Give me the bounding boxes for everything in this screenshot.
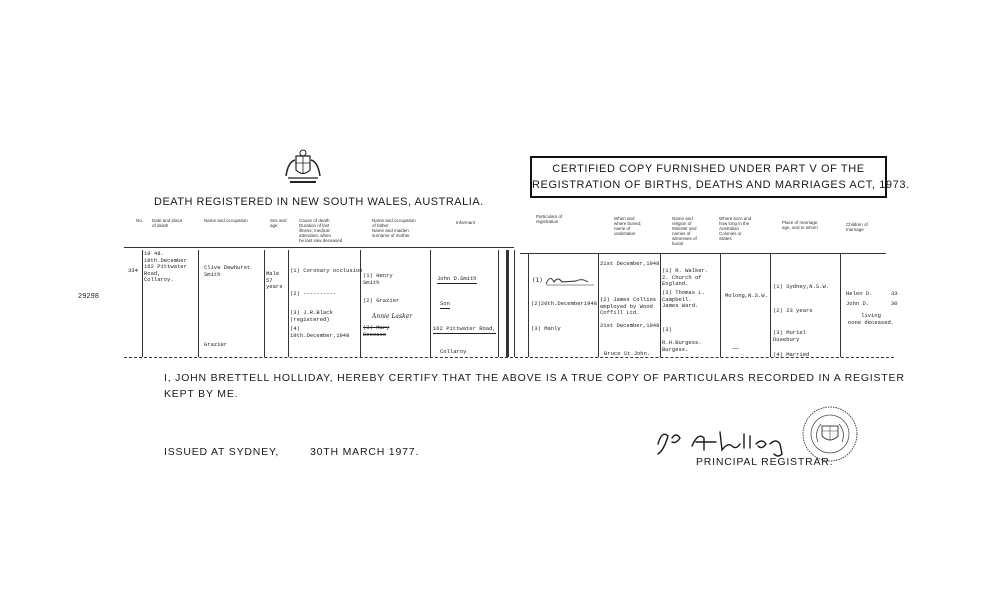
col-rule [770,254,771,357]
entry-cause-4: (4) 19th.December,1948 [290,325,350,339]
entry-registration-date: (2)20th.December1948 [531,300,598,307]
col-header-minister: Name and religion of Minister and names of witnesses of burial [672,216,697,246]
table-top-rule-left [124,247,514,248]
col-rule [264,250,265,357]
entry-child-1: Helen D. [846,290,873,297]
entry-child-2-age: 30 [891,300,898,307]
entry-no: 334 [128,267,138,274]
registrar-handwritten-signature-icon [652,424,802,460]
coat-of-arms-icon [282,148,324,184]
issued-at: ISSUED AT SYDNEY, [164,446,280,458]
col-header-father-mother: Name and occupation of father Name and maiden surname of mother [372,218,416,238]
document-title: DEATH REGISTERED IN NEW SOUTH WALES, AUSTRALIA. [154,196,484,208]
col-rule [142,250,143,357]
col-header-date-place: Date and place of death [152,218,183,228]
col-rule [198,250,199,357]
issued-date: 30TH MARCH 1977. [310,446,420,458]
entry-informant-relation: Son [440,300,450,307]
col-header-particulars: Particulars of registration [536,214,563,224]
entry-occupation: Grazier [204,341,228,348]
col-rule [430,250,431,357]
registrar-title: PRINCIPAL REGISTRAR. [696,456,834,468]
entry-witnesses: (3) Thomas L. Campbell. James Ward. [662,289,705,309]
registrar-seal-icon [800,404,860,464]
entry-mother-name: (3) Mary Decease [363,324,390,338]
fold-rule [514,250,515,357]
col-header-no: No. [136,218,144,223]
entry-child-2: John D. [846,300,870,307]
margin-number: 29298 [78,293,100,301]
registrar-signature-icon [532,272,596,288]
certified-copy-line-1: CERTIFIED COPY FURNISHED UNDER PART V OF THE [552,163,865,175]
certified-copy-box [530,156,910,198]
entry-burial-date: 21st December,1948 [600,260,660,267]
entry-informant-name: John D.Smith [437,275,477,282]
entry-burial-place: Bruce St.John. [604,350,651,357]
entry-father-name: (1) Henry Smith [363,272,393,286]
entry-cause-3: (3) J.R.Black (registered) [290,309,333,323]
entry-spouse: (3) Muriel Dusebury [773,329,807,343]
col-header-born: Where born and how long in the Australian Colonies or States [719,216,752,241]
certification-line-2: KEPT BY ME. [164,388,239,400]
entry-undertaker: (2) James Collins employed by Wood Coffill Ltd. [600,296,657,316]
entry-registration-place: (3) Manly [531,325,561,332]
col-rule [720,254,721,357]
entry-burial-date-2: 21st December,1948 [600,322,660,329]
entry-name: Clive Dewhurst Smith [204,264,251,278]
entry-father-occupation: (2) Grazier [363,297,400,304]
col-header-cause: Cause of death Duration of last illness; medical attendant, when he last saw deceased [299,218,343,243]
certification-line-1: I, JOHN BRETTELL HOLLIDAY, HEREBY CERTIFY THAT THE ABOVE IS A TRUE COPY OF PARTICULARS RECORDED IN A REGISTER [164,372,905,384]
entry-date-place: 19 48. 19th.December 162 Pittwater Road, Collaroy. [144,250,187,283]
col-header-sex-age: Sex and age [270,218,287,228]
entry-marriage-place: (1) Sydney,N.S.W. [773,283,830,290]
entry-marriage-age: (2) 23 years [773,307,813,314]
entry-cause-1: (1) Coronary occlusion [290,267,363,274]
col-header-name-occupation: Name and occupation [204,218,248,223]
entry-birthplace: Molong,N.S.W. [725,292,768,299]
entry-minister: (1) R. Walker. 2. Church of England. [662,267,709,287]
col-rule [498,250,499,357]
col-header-informant: Informant [456,220,476,225]
entry-children-status: living none deceased. [847,312,895,326]
fold-rule [506,250,509,357]
col-header-marriage: Place of marriage, age, and to whom [782,220,819,230]
col-rule [528,254,529,357]
entry-cause-2: (2) ---------- [290,290,337,297]
entry-birthplace-duration: —— [732,345,739,352]
table-top-rule-right [520,253,886,254]
col-header-burial: When and where buried; name of undertaker [614,216,642,236]
col-rule [660,254,661,357]
entry-mother-correction: Annie Lasker [372,313,413,320]
entry-sex-age: Male 57 years [266,270,283,290]
certified-copy-line-2: REGISTRATION OF BIRTHS, DEATHS AND MARRIAGES ACT, 1973. [532,179,910,191]
col-rule [288,250,289,357]
col-rule [598,254,599,357]
col-header-children: Children of marriage [846,222,868,232]
entry-marriage-status: (4) Married [773,351,810,358]
entry-informant-address: 162 Pittwater Road, [433,325,496,332]
svg-text:(1): (1) [532,277,543,284]
entry-witness-burgess: (3) R.H.Burgess. Burgess. [662,326,702,353]
col-rule [840,254,841,357]
entry-informant-place: Collaroy [440,348,467,355]
entry-child-1-age: 33 [891,290,898,297]
